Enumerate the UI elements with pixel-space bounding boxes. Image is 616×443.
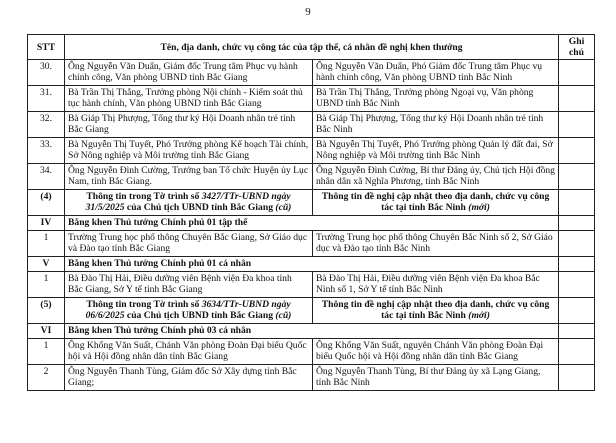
row-stt: 1 bbox=[28, 272, 65, 298]
section-row bbox=[28, 257, 595, 272]
row-note bbox=[559, 272, 595, 298]
row-new-info: Ông Khổng Văn Suất, nguyên Chánh Văn phòng Đoàn Đại biểu Quốc hội và Hội đồng nhân dân tỉnh Bắc Giang bbox=[313, 339, 559, 365]
row-note bbox=[559, 257, 595, 272]
old-heading-suffix: (cũ) bbox=[275, 310, 292, 321]
table-row bbox=[28, 365, 595, 391]
row-stt: 2 bbox=[28, 365, 65, 391]
table-row bbox=[28, 339, 595, 365]
section-title: Bằng khen Thủ tướng Chính phủ 01 tập thể bbox=[65, 216, 559, 231]
row-old-info: Trường Trung học phổ thông Chuyên Bắc Giang, Sở Giáo dục và Đào tạo tỉnh Bắc Giang bbox=[65, 231, 313, 257]
header-title: Tên, địa danh, chức vụ công tác của tập thể, cá nhân đề nghị khen thưởng bbox=[65, 35, 559, 60]
row-stt: 31. bbox=[28, 86, 65, 112]
section-stt: VI bbox=[28, 324, 65, 339]
table-row bbox=[28, 272, 595, 298]
row-new-info: Ông Nguyễn Đình Cường, Bí thư Đảng ủy, Chủ tịch Hội đồng nhân dân xã Nghĩa Phương, tỉnh Bắc Ninh bbox=[313, 164, 559, 190]
subsection-stt: (4) bbox=[28, 190, 65, 216]
row-old-info: Ông Khổng Văn Suất, Chánh Văn phòng Đoàn Đại biểu Quốc hội và Hội đồng nhân dân tỉnh Bắc Giang bbox=[65, 339, 313, 365]
new-heading-suffix: (mới) bbox=[468, 310, 490, 321]
subsection-stt: (5) bbox=[28, 298, 65, 324]
subsection-old-heading bbox=[65, 298, 313, 324]
table-row bbox=[28, 138, 595, 164]
subsection-row bbox=[28, 298, 595, 324]
row-old-info: Ông Nguyễn Thanh Tùng, Giám đốc Sở Xây dựng tỉnh Bắc Giang; bbox=[65, 365, 313, 391]
subsection-row bbox=[28, 190, 595, 216]
old-heading-mid: của Chủ tịch UBND tỉnh Bắc Giang bbox=[124, 310, 276, 321]
row-old-info: Bà Giáp Thị Phượng, Tổng thư ký Hội Doanh nhân trẻ tỉnh Bắc Giang bbox=[65, 112, 313, 138]
old-heading-doc: 3427/TTr-UBND ngày 31/5/2025 bbox=[85, 191, 291, 213]
row-old-info: Ông Nguyễn Đình Cường, Trưởng ban Tổ chức Huyện ủy Lục Nam, tỉnh Bắc Giang. bbox=[65, 164, 313, 190]
row-note bbox=[559, 138, 595, 164]
new-heading-suffix: (mới) bbox=[468, 202, 490, 213]
section-stt: IV bbox=[28, 216, 65, 231]
row-note bbox=[559, 298, 595, 324]
old-heading-prefix: Thông tin trong Tờ trình số bbox=[86, 191, 202, 202]
old-heading-mid: của Chủ tịch UBND tỉnh Bắc Giang bbox=[124, 202, 276, 213]
row-note bbox=[559, 365, 595, 391]
row-note bbox=[559, 112, 595, 138]
subsection-new-heading bbox=[313, 190, 559, 216]
section-row bbox=[28, 216, 595, 231]
row-new-info: Ông Nguyễn Thanh Tùng, Bí thư Đảng ủy xã Lạng Giang, tỉnh Bắc Ninh bbox=[313, 365, 559, 391]
row-note bbox=[559, 190, 595, 216]
table-header-row bbox=[28, 35, 595, 60]
table-row bbox=[28, 112, 595, 138]
row-note bbox=[559, 216, 595, 231]
section-title: Bằng khen Thủ tướng Chính phủ 01 cá nhân bbox=[65, 257, 559, 272]
row-stt: 30. bbox=[28, 60, 65, 86]
section-stt: V bbox=[28, 257, 65, 272]
new-heading-main: Thông tin đề nghị cập nhật theo địa danh, chức vụ công tác tại tỉnh Bắc Ninh bbox=[321, 299, 550, 321]
old-heading-suffix: (cũ) bbox=[275, 202, 292, 213]
section-title: Bằng khen Thủ tướng Chính phủ 03 cá nhân bbox=[65, 324, 559, 339]
row-new-info: Ông Nguyễn Văn Duẩn, Phó Giám đốc Trung tâm Phục vụ hành chính công, Văn phòng UBND tỉnh Bắc Ninh bbox=[313, 60, 559, 86]
row-stt: 34. bbox=[28, 164, 65, 190]
row-note bbox=[559, 60, 595, 86]
page-number: 9 bbox=[305, 6, 311, 18]
section-row bbox=[28, 324, 595, 339]
row-old-info: Ông Nguyễn Văn Duẩn, Giám đốc Trung tâm Phục vụ hành chính công, Văn phòng UBND tỉnh Bắc Giang bbox=[65, 60, 313, 86]
row-note bbox=[559, 324, 595, 339]
row-note bbox=[559, 164, 595, 190]
row-old-info: Bà Đào Thị Hải, Điều dưỡng viên Bệnh viện Đa khoa tỉnh Bắc Giang, Sở Y tế tỉnh Bắc Giang bbox=[65, 272, 313, 298]
header-note: Ghi chú bbox=[559, 35, 595, 60]
old-heading-doc: 3634/TTr-UBND ngày 06/6/2025 bbox=[85, 299, 291, 321]
row-note bbox=[559, 339, 595, 365]
row-new-info: Bà Trần Thị Thắng, Trưởng phòng Ngoại vụ, Văn phòng UBND tỉnh Bắc Ninh bbox=[313, 86, 559, 112]
old-heading-prefix: Thông tin trong Tờ trình số bbox=[86, 299, 202, 310]
row-stt: 1 bbox=[28, 231, 65, 257]
row-old-info: Bà Trần Thị Thắng, Trưởng phòng Nội chính - Kiểm soát thủ tục hành chính, Văn phòng UBND tỉnh Bắc Giang bbox=[65, 86, 313, 112]
row-new-info: Bà Đào Thị Hải, Điều dưỡng viên Bệnh viện Đa khoa Bắc Ninh số 1, Sở Y tế tỉnh Bắc Ninh bbox=[313, 272, 559, 298]
new-heading-main: Thông tin đề nghị cập nhật theo địa danh, chức vụ công tác tại tỉnh Bắc Ninh bbox=[321, 191, 550, 213]
row-new-info: Bà Nguyễn Thị Tuyết, Phó Trưởng phòng Quản lý đất đai, Sở Nông nghiệp và Môi trường tỉnh Bắc Ninh bbox=[313, 138, 559, 164]
row-note bbox=[559, 86, 595, 112]
row-note bbox=[559, 231, 595, 257]
table-row bbox=[28, 164, 595, 190]
row-stt: 1 bbox=[28, 339, 65, 365]
subsection-old-heading bbox=[65, 190, 313, 216]
table-row bbox=[28, 60, 595, 86]
header-stt: STT bbox=[28, 35, 65, 60]
commendation-table bbox=[27, 34, 595, 391]
subsection-new-heading bbox=[313, 298, 559, 324]
row-stt: 32. bbox=[28, 112, 65, 138]
row-new-info: Trường Trung học phổ thông Chuyên Bắc Ninh số 2, Sở Giáo dục và Đào tạo tỉnh Bắc Ninh bbox=[313, 231, 559, 257]
row-old-info: Bà Nguyễn Thị Tuyết, Phó Trưởng phòng Kế hoạch Tài chính, Sở Nông nghiệp và Môi trường tỉnh Bắc Giang bbox=[65, 138, 313, 164]
row-stt: 33. bbox=[28, 138, 65, 164]
table-row bbox=[28, 86, 595, 112]
table-row bbox=[28, 231, 595, 257]
row-new-info: Bà Giáp Thị Phượng, Tổng thư ký Hội Doanh nhân trẻ tỉnh Bắc Ninh bbox=[313, 112, 559, 138]
